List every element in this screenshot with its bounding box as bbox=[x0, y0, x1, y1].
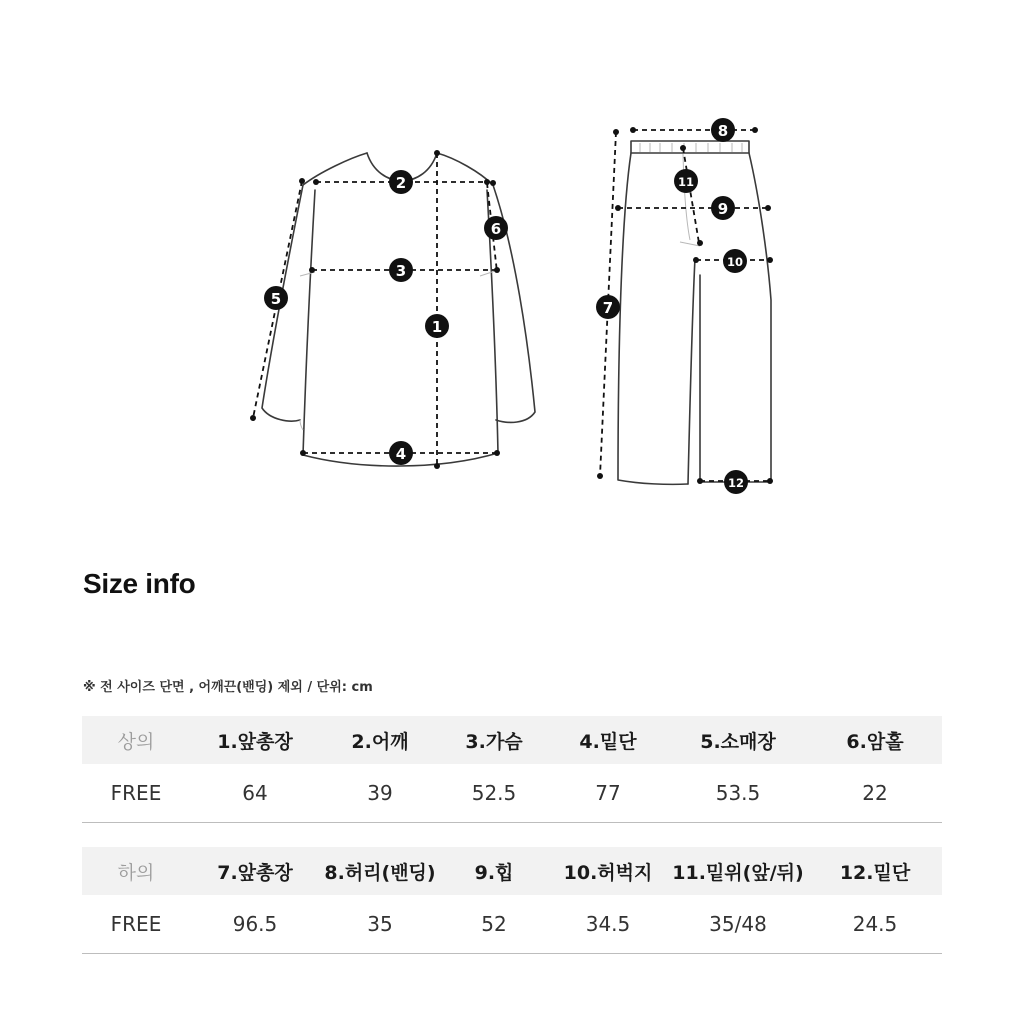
table-cell: 35/48 bbox=[668, 895, 808, 954]
marker-2 bbox=[389, 170, 413, 194]
marker-1-label: 1 bbox=[431, 318, 443, 336]
marker-5-label: 5 bbox=[270, 290, 282, 308]
marker-7 bbox=[596, 295, 620, 319]
table-cell: 52 bbox=[440, 895, 548, 954]
marker-9 bbox=[711, 196, 735, 220]
column-header: 2.어깨 bbox=[320, 716, 440, 764]
marker-8-label: 8 bbox=[717, 122, 729, 140]
marker-11 bbox=[674, 169, 698, 193]
pants-garment-outline bbox=[618, 141, 771, 484]
column-header: 11.밑위(앞/뒤) bbox=[668, 847, 808, 895]
table-cell: 39 bbox=[320, 764, 440, 823]
table-cell: 77 bbox=[548, 764, 668, 823]
marker-11-label: 11 bbox=[677, 175, 695, 189]
column-header: 7.앞총장 bbox=[190, 847, 320, 895]
marker-12 bbox=[724, 470, 748, 494]
marker-1 bbox=[425, 314, 449, 338]
marker-12-label: 12 bbox=[727, 476, 745, 490]
marker-3 bbox=[389, 258, 413, 282]
size-label-cell: FREE bbox=[82, 764, 190, 823]
category-label-bottom: 하의 bbox=[82, 847, 190, 895]
table-row bbox=[82, 764, 942, 823]
table-cell: 35 bbox=[320, 895, 440, 954]
column-header: 6.암홀 bbox=[808, 716, 942, 764]
marker-2-label: 2 bbox=[395, 174, 407, 192]
table-cell: 52.5 bbox=[440, 764, 548, 823]
column-header: 3.가슴 bbox=[440, 716, 548, 764]
table-cell: 22 bbox=[808, 764, 942, 823]
table-cell: 53.5 bbox=[668, 764, 808, 823]
marker-4-label: 4 bbox=[395, 445, 407, 463]
marker-6 bbox=[484, 216, 508, 240]
top-garment-outline bbox=[262, 153, 535, 466]
marker-7-label: 7 bbox=[602, 299, 614, 317]
marker-8 bbox=[711, 118, 735, 142]
category-label-top: 상의 bbox=[82, 716, 190, 764]
size-info-title: Size info bbox=[83, 568, 196, 599]
table-cell: 96.5 bbox=[190, 895, 320, 954]
column-header: 10.허벅지 bbox=[548, 847, 668, 895]
column-header: 1.앞총장 bbox=[190, 716, 320, 764]
column-header: 12.밑단 bbox=[808, 847, 942, 895]
column-header: 8.허리(밴딩) bbox=[320, 847, 440, 895]
measurement-note: ※ 전 사이즈 단면 , 어깨끈(밴딩) 제외 / 단위: cm bbox=[83, 680, 373, 695]
marker-10 bbox=[723, 249, 747, 273]
marker-4 bbox=[389, 441, 413, 465]
column-header: 4.밑단 bbox=[548, 716, 668, 764]
column-header: 5.소매장 bbox=[668, 716, 808, 764]
top-measure-lines bbox=[253, 153, 497, 466]
table-header-row bbox=[82, 716, 942, 764]
column-header: 9.힙 bbox=[440, 847, 548, 895]
marker-10-label: 10 bbox=[726, 255, 744, 269]
table-row bbox=[82, 895, 942, 954]
table-cell: 34.5 bbox=[548, 895, 668, 954]
table-cell: 24.5 bbox=[808, 895, 942, 954]
top-size-table bbox=[82, 716, 942, 823]
marker-9-label: 9 bbox=[717, 200, 729, 218]
size-label-cell: FREE bbox=[82, 895, 190, 954]
table-cell: 64 bbox=[190, 764, 320, 823]
table-header-row bbox=[82, 847, 942, 895]
marker-6-label: 6 bbox=[490, 220, 502, 238]
bottom-size-table bbox=[82, 847, 942, 954]
marker-5 bbox=[264, 286, 288, 310]
marker-3-label: 3 bbox=[395, 262, 407, 280]
